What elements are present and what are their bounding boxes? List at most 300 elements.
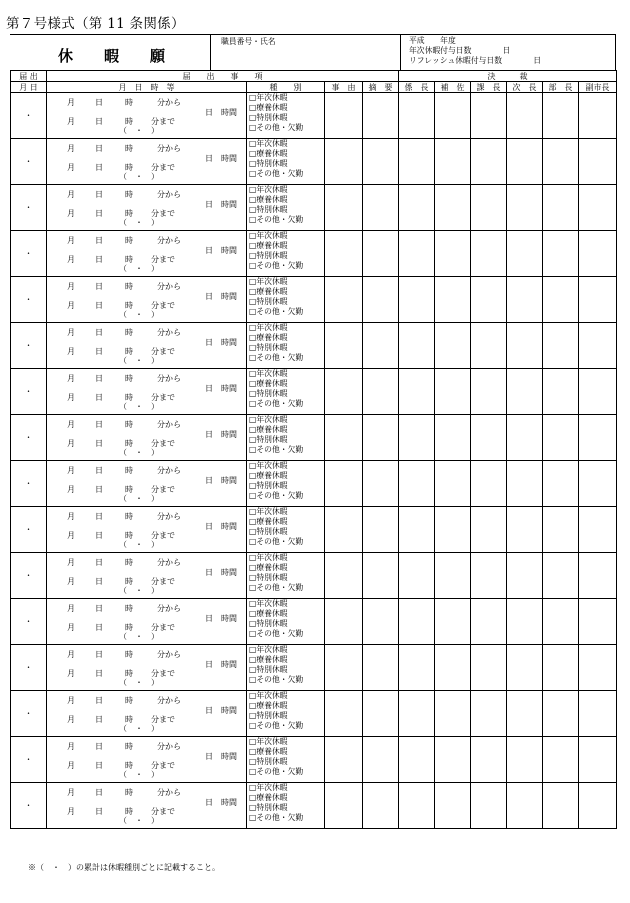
from-minute: 分から [157, 420, 181, 429]
approval-cell[interactable] [399, 277, 435, 323]
kind-special-checkbox[interactable]: □特別休暇 [249, 434, 288, 444]
kind-cell [247, 231, 325, 277]
approval-cell[interactable] [507, 415, 543, 461]
approval-cell[interactable] [579, 185, 617, 231]
approval-cell[interactable] [471, 277, 507, 323]
approval-cell[interactable] [471, 231, 507, 277]
reason-cell[interactable] [325, 737, 363, 783]
approval-cell[interactable] [471, 645, 507, 691]
approval-cell[interactable] [435, 415, 471, 461]
duration-hour: 時間 [221, 476, 237, 485]
approval-cell[interactable] [399, 185, 435, 231]
duration-hour: 時間 [221, 614, 237, 623]
approval-cell[interactable] [579, 415, 617, 461]
kind-medical-checkbox[interactable]: □療養休暇 [249, 516, 288, 526]
approval-cell[interactable] [471, 691, 507, 737]
filed-date-cell[interactable] [11, 599, 47, 645]
duration-hour: 時間 [221, 706, 237, 715]
datetime-cell[interactable] [47, 461, 247, 507]
reason-cell[interactable] [325, 139, 363, 185]
approval-cell[interactable] [507, 185, 543, 231]
summary-cell[interactable] [363, 93, 399, 139]
kind-other-checkbox[interactable]: □その他・欠勤 [249, 536, 304, 546]
filed-date-cell[interactable] [11, 553, 47, 599]
kind-medical-checkbox[interactable]: □療養休暇 [249, 240, 288, 250]
approval-cell[interactable] [399, 507, 435, 553]
date-separator: ・ [24, 617, 33, 626]
kind-other-checkbox[interactable]: □その他・欠勤 [249, 674, 304, 684]
approval-cell[interactable] [471, 185, 507, 231]
filed-date-cell[interactable] [11, 645, 47, 691]
datetime-cell[interactable] [47, 507, 247, 553]
reason-cell[interactable] [325, 231, 363, 277]
from-month: 月 [67, 98, 75, 107]
approval-cell[interactable] [543, 369, 579, 415]
approval-cell[interactable] [399, 415, 435, 461]
approval-cell[interactable] [471, 139, 507, 185]
approval-cell[interactable] [507, 507, 543, 553]
to-day: 日 [95, 577, 103, 586]
approval-cell[interactable] [471, 323, 507, 369]
approval-cell[interactable] [579, 139, 617, 185]
approval-cell[interactable] [579, 507, 617, 553]
from-day: 日 [95, 144, 103, 153]
approval-cell[interactable] [471, 93, 507, 139]
filed-date-cell[interactable] [11, 93, 47, 139]
kind-medical-checkbox[interactable]: □療養休暇 [249, 194, 288, 204]
kind-annual-checkbox[interactable]: □年次休暇 [249, 783, 288, 792]
approval-cell[interactable] [543, 323, 579, 369]
kind-annual-checkbox[interactable]: □年次休暇 [249, 93, 288, 102]
kind-other-checkbox[interactable]: □その他・欠勤 [249, 628, 304, 638]
duration-hour: 時間 [221, 338, 237, 347]
date-separator: ・ [24, 203, 33, 212]
kind-annual-checkbox[interactable]: □年次休暇 [249, 415, 288, 424]
kind-annual-checkbox[interactable]: □年次休暇 [249, 553, 288, 562]
duration-day: 日 [205, 614, 213, 623]
approver-header-5: 部 長 [543, 82, 579, 93]
datetime-cell[interactable] [47, 277, 247, 323]
cumulative: （ ・ ） [119, 494, 159, 503]
filed-date-cell[interactable] [11, 231, 47, 277]
filed-date-cell[interactable] [11, 691, 47, 737]
approval-cell[interactable] [399, 553, 435, 599]
from-day: 日 [95, 328, 103, 337]
summary-cell[interactable] [363, 599, 399, 645]
kind-medical-checkbox[interactable]: □療養休暇 [249, 700, 288, 710]
filed-date-cell[interactable] [11, 185, 47, 231]
kind-special-checkbox[interactable]: □特別休暇 [249, 480, 288, 490]
datetime-cell[interactable] [47, 783, 247, 829]
filed-date-cell[interactable] [11, 139, 47, 185]
from-minute: 分から [157, 788, 181, 797]
datetime-cell[interactable] [47, 93, 247, 139]
approval-cell[interactable] [507, 139, 543, 185]
approval-cell[interactable] [579, 277, 617, 323]
kind-special-checkbox[interactable]: □特別休暇 [249, 572, 288, 582]
to-day: 日 [95, 117, 103, 126]
kind-annual-checkbox[interactable]: □年次休暇 [249, 507, 288, 516]
approval-cell[interactable] [507, 369, 543, 415]
kind-other-checkbox[interactable]: □その他・欠勤 [249, 122, 304, 132]
approval-cell[interactable] [435, 277, 471, 323]
to-day: 日 [95, 761, 103, 770]
datetime-cell[interactable] [47, 231, 247, 277]
approval-cell[interactable] [471, 369, 507, 415]
approval-cell[interactable] [399, 737, 435, 783]
approval-cell[interactable] [543, 139, 579, 185]
approval-cell[interactable] [471, 553, 507, 599]
kind-annual-checkbox[interactable]: □年次休暇 [249, 369, 288, 378]
kind-other-checkbox[interactable]: □その他・欠勤 [249, 306, 304, 316]
duration-hour: 時間 [221, 154, 237, 163]
from-minute: 分から [157, 328, 181, 337]
approval-cell[interactable] [543, 645, 579, 691]
filed-date-cell[interactable] [11, 737, 47, 783]
to-day: 日 [95, 255, 103, 264]
approval-cell[interactable] [579, 645, 617, 691]
approval-cell[interactable] [471, 507, 507, 553]
approver-header-2: 補 佐 [435, 82, 471, 93]
kind-other-checkbox[interactable]: □その他・欠勤 [249, 260, 304, 270]
approval-cell[interactable] [399, 461, 435, 507]
from-minute: 分から [157, 604, 181, 613]
reason-cell[interactable] [325, 461, 363, 507]
approval-cell[interactable] [507, 323, 543, 369]
approval-cell[interactable] [507, 599, 543, 645]
approval-cell[interactable] [399, 323, 435, 369]
to-day: 日 [95, 347, 103, 356]
approval-cell[interactable] [435, 599, 471, 645]
cumulative: （ ・ ） [119, 126, 159, 135]
approval-cell[interactable] [579, 737, 617, 783]
from-minute: 分から [157, 696, 181, 705]
approval-cell[interactable] [543, 691, 579, 737]
approval-cell[interactable] [579, 231, 617, 277]
datetime-cell[interactable] [47, 415, 247, 461]
reason-cell[interactable] [325, 691, 363, 737]
kind-medical-checkbox[interactable]: □療養休暇 [249, 378, 288, 388]
to-month: 月 [67, 669, 75, 678]
from-minute: 分から [157, 650, 181, 659]
approval-cell[interactable] [579, 553, 617, 599]
from-hour: 時 [125, 328, 133, 337]
approval-cell[interactable] [543, 553, 579, 599]
to-hour: 時 [125, 209, 133, 218]
summary-cell[interactable] [363, 691, 399, 737]
kind-special-checkbox[interactable]: □特別休暇 [249, 388, 288, 398]
from-day: 日 [95, 420, 103, 429]
from-minute: 分から [157, 236, 181, 245]
kind-cell [247, 461, 325, 507]
duration-hour: 時間 [221, 660, 237, 669]
summary-cell[interactable] [363, 783, 399, 829]
filed-date-cell[interactable] [11, 461, 47, 507]
filed-date-cell[interactable] [11, 323, 47, 369]
kind-other-checkbox[interactable]: □その他・欠勤 [249, 352, 304, 362]
approval-cell[interactable] [435, 645, 471, 691]
reason-cell[interactable] [325, 553, 363, 599]
summary-cell[interactable] [363, 185, 399, 231]
kind-annual-checkbox[interactable]: □年次休暇 [249, 231, 288, 240]
datetime-cell[interactable] [47, 599, 247, 645]
kind-medical-checkbox[interactable]: □療養休暇 [249, 424, 288, 434]
kind-medical-checkbox[interactable]: □療養休暇 [249, 608, 288, 618]
kind-special-checkbox[interactable]: □特別休暇 [249, 250, 288, 260]
kind-annual-checkbox[interactable]: □年次休暇 [249, 599, 288, 608]
approval-cell[interactable] [543, 599, 579, 645]
approval-cell[interactable] [579, 369, 617, 415]
kind-medical-checkbox[interactable]: □療養休暇 [249, 102, 288, 112]
approval-cell[interactable] [579, 691, 617, 737]
kind-other-checkbox[interactable]: □その他・欠勤 [249, 168, 304, 178]
kind-annual-checkbox[interactable]: □年次休暇 [249, 691, 288, 700]
from-day: 日 [95, 558, 103, 567]
approval-cell[interactable] [543, 415, 579, 461]
approval-cell[interactable] [435, 737, 471, 783]
kind-medical-checkbox[interactable]: □療養休暇 [249, 654, 288, 664]
kind-special-checkbox[interactable]: □特別休暇 [249, 204, 288, 214]
to-month: 月 [67, 715, 75, 724]
kind-cell [247, 553, 325, 599]
from-month: 月 [67, 512, 75, 521]
approval-cell[interactable] [435, 93, 471, 139]
kind-special-checkbox[interactable]: □特別休暇 [249, 710, 288, 720]
kind-cell [247, 185, 325, 231]
approval-cell[interactable] [543, 93, 579, 139]
kind-annual-checkbox[interactable]: □年次休暇 [249, 139, 288, 148]
fiscal-year-label: 平成 年度 [409, 36, 456, 45]
filed-date-cell[interactable] [11, 277, 47, 323]
to-day: 日 [95, 807, 103, 816]
summary-cell[interactable] [363, 507, 399, 553]
kind-medical-checkbox[interactable]: □療養休暇 [249, 286, 288, 296]
reason-cell[interactable] [325, 277, 363, 323]
kind-other-checkbox[interactable]: □その他・欠勤 [249, 444, 304, 454]
approval-cell[interactable] [507, 231, 543, 277]
from-day: 日 [95, 604, 103, 613]
approval-cell[interactable] [435, 323, 471, 369]
reason-cell[interactable] [325, 185, 363, 231]
approval-cell[interactable] [399, 93, 435, 139]
from-month: 月 [67, 190, 75, 199]
kind-special-checkbox[interactable]: □特別休暇 [249, 664, 288, 674]
approval-cell[interactable] [507, 691, 543, 737]
kind-medical-checkbox[interactable]: □療養休暇 [249, 470, 288, 480]
cumulative: （ ・ ） [119, 678, 159, 687]
kind-annual-checkbox[interactable]: □年次休暇 [249, 277, 288, 286]
from-day: 日 [95, 190, 103, 199]
approval-cell[interactable] [435, 461, 471, 507]
to-hour: 時 [125, 117, 133, 126]
date-separator: ・ [24, 479, 33, 488]
kind-special-checkbox[interactable]: □特別休暇 [249, 342, 288, 352]
filed-date-cell[interactable] [11, 415, 47, 461]
reason-cell[interactable] [325, 599, 363, 645]
kind-annual-checkbox[interactable]: □年次休暇 [249, 645, 288, 654]
approval-cell[interactable] [543, 783, 579, 829]
approval-cell[interactable] [435, 369, 471, 415]
approval-cell[interactable] [435, 139, 471, 185]
kind-other-checkbox[interactable]: □その他・欠勤 [249, 766, 304, 776]
approval-cell[interactable] [543, 231, 579, 277]
approval-cell[interactable] [471, 415, 507, 461]
datetime-cell[interactable] [47, 369, 247, 415]
from-minute: 分から [157, 558, 181, 567]
kind-annual-checkbox[interactable]: □年次休暇 [249, 185, 288, 194]
filed-date-cell[interactable] [11, 783, 47, 829]
approval-cell[interactable] [543, 185, 579, 231]
kind-medical-checkbox[interactable]: □療養休暇 [249, 148, 288, 158]
approval-cell[interactable] [543, 461, 579, 507]
approval-cell[interactable] [579, 93, 617, 139]
approval-cell[interactable] [507, 277, 543, 323]
kind-special-checkbox[interactable]: □特別休暇 [249, 158, 288, 168]
datetime-cell[interactable] [47, 139, 247, 185]
kind-medical-checkbox[interactable]: □療養休暇 [249, 792, 288, 802]
kind-special-checkbox[interactable]: □特別休暇 [249, 526, 288, 536]
approval-cell[interactable] [507, 93, 543, 139]
to-day: 日 [95, 485, 103, 494]
approval-cell[interactable] [471, 783, 507, 829]
summary-cell[interactable] [363, 323, 399, 369]
to-hour: 時 [125, 255, 133, 264]
approval-cell[interactable] [435, 231, 471, 277]
reason-cell[interactable] [325, 415, 363, 461]
kind-special-checkbox[interactable]: □特別休暇 [249, 618, 288, 628]
approval-cell[interactable] [399, 139, 435, 185]
kind-special-checkbox[interactable]: □特別休暇 [249, 802, 288, 812]
kind-other-checkbox[interactable]: □その他・欠勤 [249, 490, 304, 500]
to-minute: 分まで [151, 255, 175, 264]
approval-cell[interactable] [507, 553, 543, 599]
from-month: 月 [67, 420, 75, 429]
summary-cell[interactable] [363, 553, 399, 599]
approval-cell[interactable] [507, 645, 543, 691]
approval-cell[interactable] [579, 323, 617, 369]
approval-cell[interactable] [471, 461, 507, 507]
reason-cell[interactable] [325, 93, 363, 139]
reason-cell[interactable] [325, 323, 363, 369]
approval-cell[interactable] [507, 783, 543, 829]
kind-annual-checkbox[interactable]: □年次休暇 [249, 737, 288, 746]
approval-cell[interactable] [471, 737, 507, 783]
datetime-cell[interactable] [47, 645, 247, 691]
cumulative: （ ・ ） [119, 586, 159, 595]
kind-cell [247, 415, 325, 461]
kind-medical-checkbox[interactable]: □療養休暇 [249, 746, 288, 756]
from-hour: 時 [125, 98, 133, 107]
reason-cell[interactable] [325, 507, 363, 553]
datetime-cell[interactable] [47, 737, 247, 783]
to-minute: 分まで [151, 577, 175, 586]
kind-other-checkbox[interactable]: □その他・欠勤 [249, 812, 304, 822]
kind-annual-checkbox[interactable]: □年次休暇 [249, 461, 288, 470]
datetime-cell[interactable] [47, 185, 247, 231]
summary-cell[interactable] [363, 139, 399, 185]
table-row [11, 369, 617, 415]
kind-other-checkbox[interactable]: □その他・欠勤 [249, 582, 304, 592]
kind-other-checkbox[interactable]: □その他・欠勤 [249, 398, 304, 408]
kind-other-checkbox[interactable]: □その他・欠勤 [249, 214, 304, 224]
kind-special-checkbox[interactable]: □特別休暇 [249, 296, 288, 306]
approval-cell[interactable] [435, 507, 471, 553]
summary-cell[interactable] [363, 461, 399, 507]
approval-cell[interactable] [579, 461, 617, 507]
to-minute: 分まで [151, 117, 175, 126]
approval-cell[interactable] [399, 231, 435, 277]
approval-cell[interactable] [435, 553, 471, 599]
date-separator: ・ [24, 525, 33, 534]
approval-cell[interactable] [579, 599, 617, 645]
summary-cell[interactable] [363, 645, 399, 691]
kind-cell [247, 783, 325, 829]
kind-medical-checkbox[interactable]: □療養休暇 [249, 332, 288, 342]
kind-cell [247, 737, 325, 783]
approval-cell[interactable] [399, 783, 435, 829]
kind-other-checkbox[interactable]: □その他・欠勤 [249, 720, 304, 730]
reason-cell[interactable] [325, 783, 363, 829]
approval-cell[interactable] [543, 507, 579, 553]
summary-cell[interactable] [363, 277, 399, 323]
from-month: 月 [67, 742, 75, 751]
approval-cell[interactable] [471, 599, 507, 645]
approval-cell[interactable] [543, 277, 579, 323]
cumulative: （ ・ ） [119, 402, 159, 411]
datetime-cell[interactable] [47, 691, 247, 737]
reason-cell[interactable] [325, 369, 363, 415]
filed-date-cell[interactable] [11, 369, 47, 415]
from-day: 日 [95, 374, 103, 383]
to-day: 日 [95, 439, 103, 448]
filed-date-cell[interactable] [11, 507, 47, 553]
approval-cell[interactable] [507, 461, 543, 507]
approval-cell[interactable] [507, 737, 543, 783]
cumulative: （ ・ ） [119, 770, 159, 779]
approval-cell[interactable] [399, 691, 435, 737]
approval-cell[interactable] [399, 599, 435, 645]
approval-cell[interactable] [435, 691, 471, 737]
from-minute: 分から [157, 512, 181, 521]
staff-box[interactable] [210, 35, 400, 71]
summary-cell[interactable] [363, 231, 399, 277]
kind-special-checkbox[interactable]: □特別休暇 [249, 756, 288, 766]
kind-medical-checkbox[interactable]: □療養休暇 [249, 562, 288, 572]
table-row [11, 553, 617, 599]
table-row [11, 645, 617, 691]
to-day: 日 [95, 623, 103, 632]
approval-cell[interactable] [399, 369, 435, 415]
datetime-cell[interactable] [47, 323, 247, 369]
reason-cell[interactable] [325, 645, 363, 691]
summary-cell[interactable] [363, 737, 399, 783]
approval-cell[interactable] [435, 185, 471, 231]
kind-annual-checkbox[interactable]: □年次休暇 [249, 323, 288, 332]
approval-cell[interactable] [579, 783, 617, 829]
approval-cell[interactable] [399, 645, 435, 691]
datetime-header: 月 日 時 等 [47, 82, 247, 93]
duration-hour: 時間 [221, 798, 237, 807]
approval-cell[interactable] [435, 783, 471, 829]
datetime-cell[interactable] [47, 553, 247, 599]
kind-cell [247, 93, 325, 139]
approval-cell[interactable] [543, 737, 579, 783]
leave-table-body [11, 71, 617, 829]
from-month: 月 [67, 282, 75, 291]
summary-cell[interactable] [363, 415, 399, 461]
kind-special-checkbox[interactable]: □特別休暇 [249, 112, 288, 122]
summary-cell[interactable] [363, 369, 399, 415]
